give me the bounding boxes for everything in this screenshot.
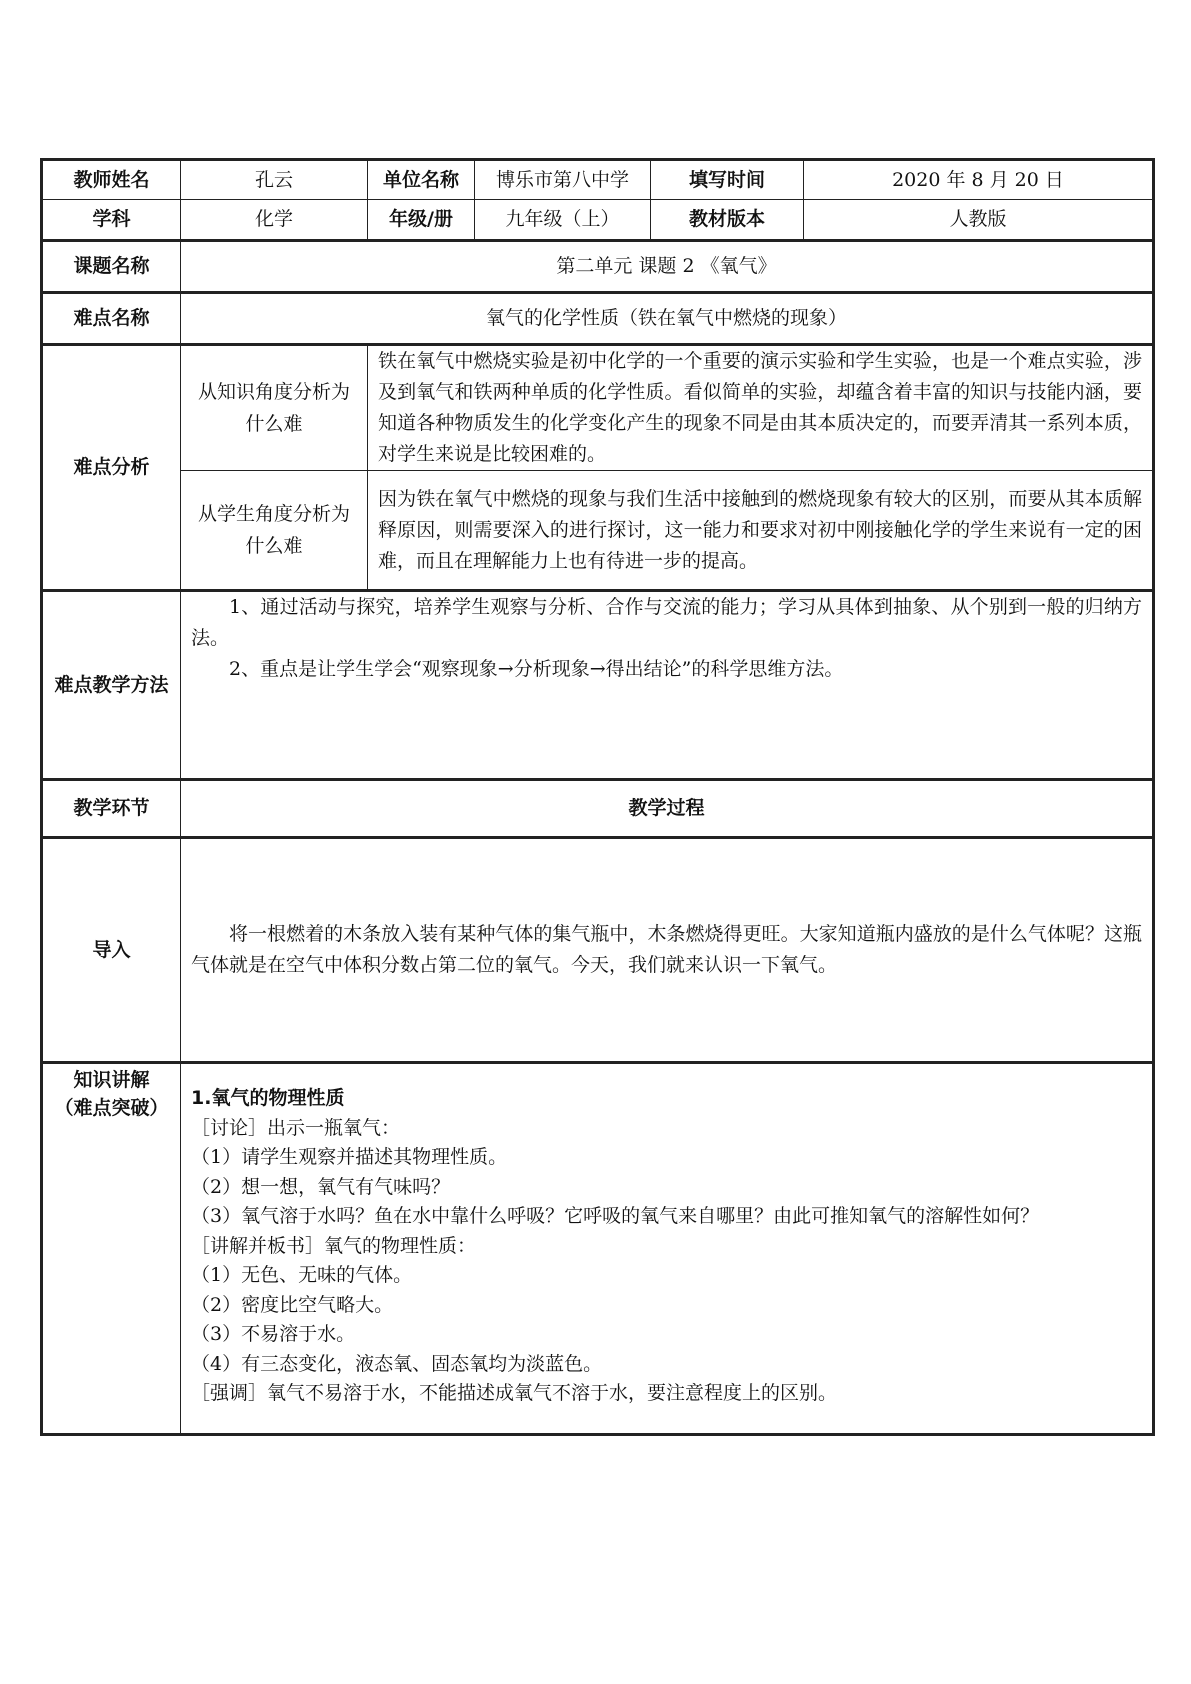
- knowledge-line: （1）无色、无味的气体。: [191, 1264, 413, 1286]
- header-row-1: [42, 160, 1154, 200]
- lesson-plan-page: [40, 158, 1152, 1436]
- method-item-1: 1、通过活动与探究，培养学生观察与分析、合作与交流的能力；学习从具体到抽象、从个别到一般的归纳方法。: [191, 596, 1142, 649]
- intro-row: [42, 838, 1154, 1063]
- analysis-row-student: [42, 471, 1154, 591]
- knowledge-row: [42, 1063, 1154, 1435]
- fill-date-label: 填写时间: [651, 160, 804, 200]
- intro-label: 导入: [42, 838, 181, 1063]
- knowledge-content: [181, 1063, 1154, 1435]
- intro-text: 将一根燃着的木条放入装有某种气体的集气瓶中，木条燃烧得更旺。大家知道瓶内盛放的是什么气体呢？这瓶气体就是在空气中体积分数占第二位的氧气。今天，我们就来认识一下氧气。: [181, 838, 1154, 1063]
- knowledge-angle-text: 铁在氧气中燃烧实验是初中化学的一个重要的演示实验和学生实验，也是一个难点实验，涉及到氧气和铁两种单质的化学性质。看似简单的实验，却蕴含着丰富的知识与技能内涵，要知道各种物质发生的化学变化产生的现象不同是由其本质决定的，而要弄清其一系列本质，对学生来说是比较困难的。: [368, 345, 1154, 471]
- method-content: [181, 591, 1154, 780]
- subject-label: 学科: [42, 200, 181, 241]
- lesson-plan-table: [40, 158, 1155, 1436]
- knowledge-line: （3）氧气溶于水吗？鱼在水中靠什么呼吸？它呼吸的氧气来自哪里？由此可推知氧气的溶解性如何？: [191, 1205, 1040, 1227]
- knowledge-line: （2）密度比空气略大。: [191, 1293, 394, 1316]
- knowledge-line: ［讨论］出示一瓶氧气：: [191, 1116, 401, 1139]
- grade-value: 九年级（上）: [475, 200, 651, 241]
- method-label: 难点教学方法: [42, 591, 181, 780]
- grade-label: 年级/册: [368, 200, 475, 241]
- knowledge-label-line-2: （难点突破）: [54, 1097, 169, 1119]
- teacher-name-value: 孔云: [181, 160, 368, 200]
- knowledge-line: ［讲解并板书］氧气的物理性质：: [191, 1234, 477, 1257]
- method-item-2: 2、重点是让学生学会“观察现象→分析现象→得出结论”的科学思维方法。: [229, 658, 844, 680]
- physical-properties-heading: 1.氧气的物理性质: [191, 1087, 345, 1109]
- knowledge-line: （4）有三态变化，液态氧、固态氧均为淡蓝色。: [191, 1352, 603, 1375]
- analysis-row-knowledge: [42, 345, 1154, 471]
- edition-value: 人教版: [804, 200, 1154, 241]
- teaching-process-label: 教学过程: [181, 780, 1154, 838]
- knowledge-line: ［强调］氧气不易溶于水，不能描述成氧气不溶于水，要注意程度上的区别。: [191, 1382, 838, 1404]
- topic-label: 课题名称: [42, 241, 181, 293]
- student-angle-text: 因为铁在氧气中燃烧的现象与我们生活中接触到的燃烧现象有较大的区别，而要从其本质解释原因，则需要深入的进行探讨，这一能力和要求对初中刚接触化学的学生来说有一定的困难，而且在理解能力上也有待进一步的提高。: [368, 471, 1154, 591]
- unit-name-value: 博乐市第八中学: [475, 160, 651, 200]
- student-angle-label: 从学生角度分析为什么难: [181, 471, 368, 591]
- topic-value: 第二单元 课题 2 《氧气》: [181, 241, 1154, 293]
- knowledge-label-line-1: 知识讲解: [73, 1069, 150, 1091]
- knowledge-line: （1）请学生观察并描述其物理性质。: [191, 1146, 508, 1168]
- teacher-name-label: 教师姓名: [42, 160, 181, 200]
- knowledge-line: （3）不易溶于水。: [191, 1323, 356, 1345]
- knowledge-line: （2）想一想，氧气有气味吗？: [191, 1175, 451, 1198]
- subject-value: 化学: [181, 200, 368, 241]
- difficulty-row: [42, 293, 1154, 345]
- knowledge-angle-label: 从知识角度分析为什么难: [181, 345, 368, 471]
- edition-label: 教材版本: [651, 200, 804, 241]
- topic-row: [42, 241, 1154, 293]
- analysis-label: 难点分析: [42, 345, 181, 591]
- unit-name-label: 单位名称: [368, 160, 475, 200]
- knowledge-label: [42, 1063, 181, 1435]
- method-row: [42, 591, 1154, 780]
- difficulty-value: 氧气的化学性质（铁在氧气中燃烧的现象）: [181, 293, 1154, 345]
- process-header-row: [42, 780, 1154, 838]
- teaching-stage-label: 教学环节: [42, 780, 181, 838]
- difficulty-label: 难点名称: [42, 293, 181, 345]
- header-row-2: [42, 200, 1154, 241]
- fill-date-value: 2020 年 8 月 20 日: [804, 160, 1154, 200]
